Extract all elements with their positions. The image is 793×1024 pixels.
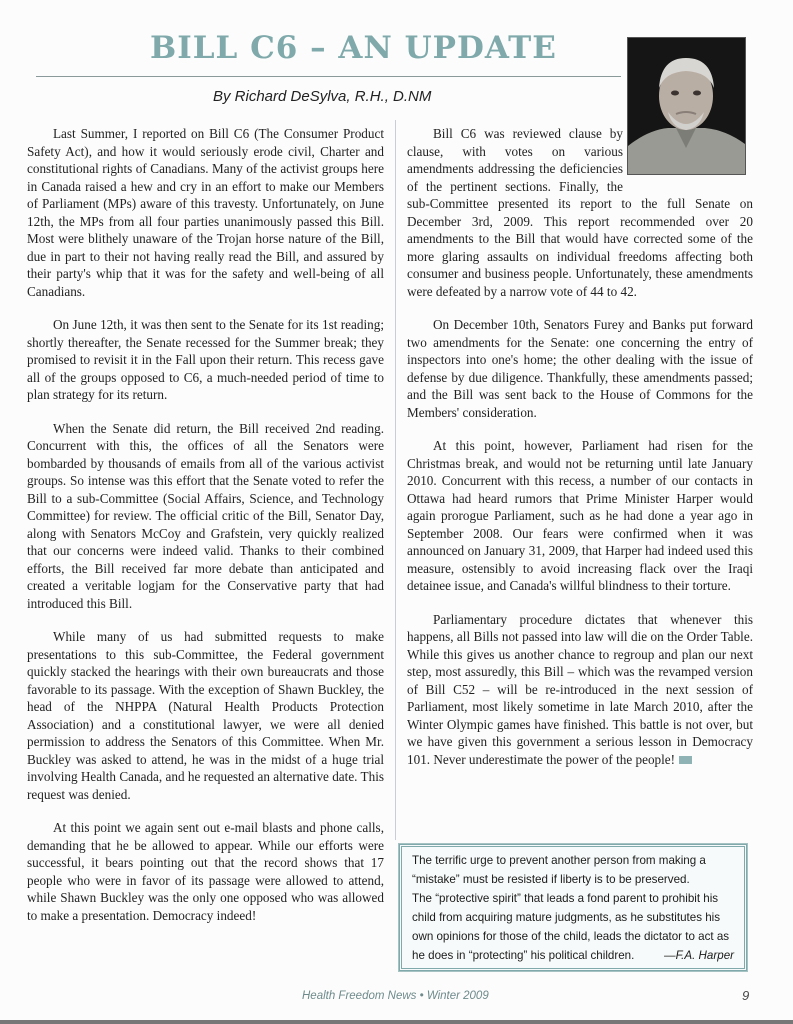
paragraph-last xyxy=(407,611,753,769)
quote-text: The “protective spirit” that leads a fond parent to prohibit his child from acquiring mature judgments, as he substitutes his own opinions for those of the child, leads the dictator to act as he does in “protecting” his political children. xyxy=(412,892,730,962)
paragraph: While many of us had submitted requests to make presentations to this sub-Committee, the Federal government quickly stacked the hearings with their own bureaucrats and those favorable to its passage. With the exception of Shawn Buckley, the head of the NHPPA (Natural Health Products Protection Association) and a constitutional lawyer, we were all denied permission to address the Senators of this Committee. When Mr. Buckley was asked to attend, he was in the midst of a huge trial involving Health Canada, and he requested an alternative date. This request was denied. xyxy=(27,629,384,802)
title-divider xyxy=(36,76,621,77)
quote-attribution: —F.A. Harper xyxy=(663,949,734,962)
left-column xyxy=(27,125,384,940)
end-of-article-icon xyxy=(679,756,692,764)
paragraph: At this point, however, Parliament had risen for the Christmas break, and would not be returning until late January 2010. Concurrent with this recess, a number of our contacts in Ottawa had heard rumors that Prime Minister Harper would again prorogue Parliament, such as he had done a year ago in September 2008. Our fears were confirmed when it was announced on January 31, 2009, that Harper had indeed used this measure, ostensibly to avoid increasing flack over the Iraqi detainee issue, and Canada's willful blindness to their torture. xyxy=(407,438,753,593)
paragraph: When the Senate did return, the Bill received 2nd reading. Concurrent with this, the offices of all the Senators were bombarded by thousands of emails from all of the various activist groups. So intense was this effort that the Senate voted to refer the Bill to a sub-Committee (Social Affairs, Science, and Technology Committee) for review. The official critic of the Bill, Senator Day, along with Senators McCoy and Grafstein, very quickly realized that our concerns were indeed valid. Thanks to their combined efforts, the Bill received far more debate than anticipated and created a veritable logjam for the Conservative party that had introduced this Bill. xyxy=(27,420,384,611)
right-column xyxy=(407,125,753,784)
article-title: BILL C6 – AN UPDATE xyxy=(150,30,557,66)
photo-wrap-spacer xyxy=(623,125,753,183)
page-number: 9 xyxy=(742,988,750,1003)
paragraph: Last Summer, I reported on Bill C6 (The Consumer Product Safety Act), and how it would seriously erode civil, Charter and constitutional rights of Canadians. Many of the activist groups here in Canada raised a hew and cry in an effort to make our Members of Parliament (MPs) aware of this travesty. Unfortunately, on June 12th, the MPs from all four parties unanimously passed this Bill. Most were blithely unaware of the Trojan horse nature of the Bill, due in part to their not having really read the Bill, and assured by their party's whip that it was for the safety and well-being of all Canadians. xyxy=(27,126,384,299)
article-byline: By Richard DeSylva, R.H., D.NM xyxy=(213,88,432,105)
paragraph: Bill C6 was reviewed clause by clause, with votes on various amendments addressing the deficiencies of the pertinent sections. Finally, the sub-Committee presented its report to the full Senate on December 3rd, 2009. This report recommended over 20 amendments to the Bill that would have corrected some of the more glaring assaults on individual freedoms affecting both consumer and business people. Unfortunately, these amendments were defeated by a narrow vote of 44 to 42. xyxy=(407,126,753,299)
paragraph: At this point we again sent out e-mail blasts and phone calls, demanding that he be allowed to appear. While our efforts were successful, it bears pointing out that the record shows that 17 people who were in favor of its passage were allowed to attend, while Shawn Buckley was the only one opposed who was allowed to make a presentation. Democracy indeed! xyxy=(27,820,384,923)
quote-line-2 xyxy=(412,889,734,965)
page-bottom-edge xyxy=(0,1020,793,1024)
footer-publication: Health Freedom News • Winter 2009 xyxy=(302,990,489,1002)
column-divider xyxy=(395,120,396,840)
paragraph-text: Parliamentary procedure dictates that whenever this happens, all Bills not passed into law will die on the Order Table. While this gives us another chance to regroup and plan our next step, most assuredly, this Bill – which was the revamped version of Bill C52 – will be re-introduced in the next session of Parliament, most likely sometime in late March 2010, after the Winter Olympic games have finished. This battle is not over, but we have given this government a serious lesson in Democracy 101. Never underestimate the power of the people! xyxy=(407,611,753,767)
paragraph: On December 10th, Senators Furey and Banks put forward two amendments for the Senate: one concerning the entry of inspectors into one's home; the other dealing with the issue of defense by due diligence. Thankfully, these amendments passed; and the Bill was sent back to the House of Commons for the Members' consideration. xyxy=(407,317,753,420)
quote-line-1: The terrific urge to prevent another person from making a “mistake” must be resisted if liberty is to be preserved. xyxy=(412,854,706,886)
pull-quote-box xyxy=(399,844,747,971)
paragraph: On June 12th, it was then sent to the Senate for its 1st reading; shortly thereafter, the Senate recessed for the Summer break; they promised to revisit it in the Fall upon their return. This recess gave all of the groups opposed to C6, a much-needed period of time to plan strategy for its return. xyxy=(27,317,384,402)
